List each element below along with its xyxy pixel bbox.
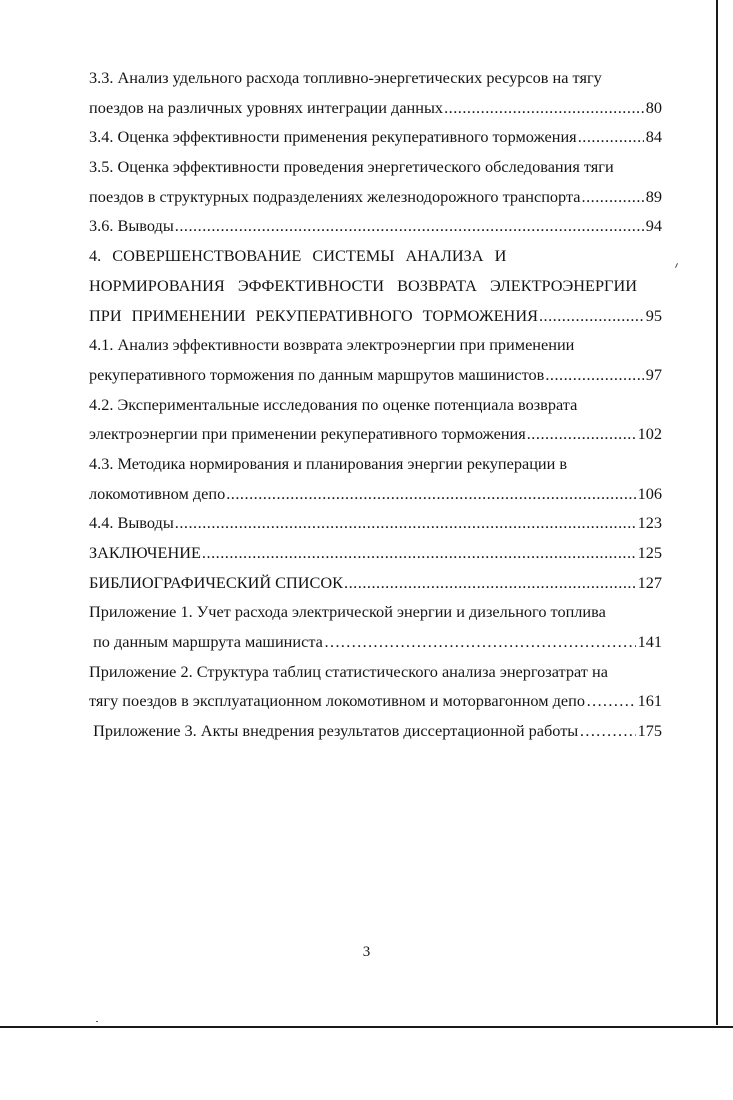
toc-line	[89, 271, 662, 301]
dot-leader	[324, 627, 636, 657]
dot-leader	[545, 360, 643, 390]
toc-conclusion-page: 125	[637, 543, 662, 562]
toc-entry-4-3-line-1: 4.3. Методика нормирования и планирования энергии рекуперации в	[89, 453, 568, 473]
toc-conclusion: ЗАКЛЮЧЕНИЕ	[89, 543, 201, 562]
toc-entry-3-5-line-1: 3.5. Оценка эффективности проведения энергетического обследования тяги	[89, 157, 614, 177]
toc-entry-4-4-page: 123	[637, 513, 662, 533]
toc-entry-4-3-page: 106	[637, 483, 662, 503]
toc-line	[89, 93, 662, 123]
toc-entry-3-5-line-2: поездов в структурных подразделениях железнодорожного транспорта	[89, 186, 581, 206]
toc-entry-4-2-line-1: 4.2. Экспериментальные исследования по оценке потенциала возврата	[89, 394, 578, 414]
toc-bibliography: БИБЛИОГРАФИЧЕСКИЙ СПИСОК	[89, 572, 344, 592]
toc-entry-3-5-page: 89	[645, 186, 662, 206]
dot-leader	[444, 93, 644, 123]
toc-entry-3-6-page: 94	[645, 216, 662, 236]
table-of-contents	[89, 63, 662, 746]
scan-border-right	[716, 0, 718, 1025]
toc-entry-3-3-page: 80	[645, 97, 662, 117]
toc-line	[89, 390, 662, 420]
scan-speck	[96, 1021, 98, 1022]
toc-appendix-2-page: 161	[637, 691, 662, 711]
toc-appendix-2-line-2: тягу поездов в эксплуатационном локомотивном и моторвагонном депо	[89, 691, 585, 711]
toc-chapter-4-page: 95	[645, 305, 662, 325]
toc-appendix-3-line-1: Приложение 3. Акты внедрения результатов диссертационной работы	[89, 721, 579, 741]
scan-border-bottom	[0, 1026, 733, 1028]
toc-entry-4-1-page: 97	[645, 364, 662, 384]
dot-leader	[202, 538, 636, 568]
toc-appendix-3-page: 175	[637, 721, 662, 741]
toc-appendix-2-line-1: Приложение 2. Структура таблиц статистического анализа энергозатрат на	[89, 661, 608, 681]
toc-line	[89, 182, 662, 212]
toc-line	[89, 508, 662, 538]
toc-entry-3-4-page: 84	[645, 127, 662, 147]
toc-appendix-1-page: 141	[637, 632, 662, 652]
toc-entry-4-3-line-2: локомотивном депо	[89, 483, 226, 503]
toc-appendix-1-line-1: Приложение 1. Учет расхода электрической энергии и дизельного топлива	[89, 602, 606, 622]
toc-entry-3-3-line-2: поездов на различных уровнях интеграции данных	[89, 97, 444, 117]
toc-line	[89, 686, 662, 716]
dot-leader	[527, 419, 636, 449]
toc-line	[89, 152, 662, 182]
toc-line	[89, 419, 662, 449]
toc-line	[89, 716, 662, 746]
toc-line	[89, 122, 662, 152]
toc-line	[89, 627, 662, 657]
dot-leader	[539, 301, 644, 331]
toc-entry-4-2-page: 102	[637, 424, 662, 444]
toc-line	[89, 211, 662, 241]
toc-chapter-4-line-3: ПРИ ПРИМЕНЕНИИ РЕКУПЕРАТИВНОГО ТОРМОЖЕНИЯ	[89, 305, 538, 325]
toc-line	[89, 360, 662, 390]
page-number: 3	[362, 944, 371, 960]
scan-speck	[675, 263, 678, 268]
toc-line	[89, 301, 662, 331]
toc-line	[89, 657, 662, 687]
dot-leader	[344, 568, 636, 598]
toc-line	[89, 449, 662, 479]
dot-leader	[578, 122, 644, 152]
toc-line	[89, 538, 662, 568]
dot-leader	[579, 716, 635, 746]
toc-line	[89, 568, 662, 598]
dot-leader	[175, 211, 644, 241]
dot-leader	[586, 686, 636, 716]
toc-chapter-4-line-1: 4. СОВЕРШЕНСТВОВАНИЕ СИСТЕМЫ АНАЛИЗА И	[89, 246, 507, 266]
toc-line	[89, 330, 662, 360]
toc-entry-3-4-line-1: 3.4. Оценка эффективности применения рекуперативного торможения	[89, 127, 577, 147]
toc-line	[89, 597, 662, 627]
toc-entry-3-3-line-1: 3.3. Анализ удельного расхода топливно-энергетических ресурсов на тягу	[89, 68, 602, 87]
toc-line	[89, 479, 662, 509]
toc-entry-4-1-line-1: 4.1. Анализ эффективности возврата электроэнергии при применении	[89, 335, 575, 355]
toc-bibliography-page: 127	[637, 572, 662, 592]
toc-appendix-1-line-2: по данным маршрута машиниста	[89, 632, 323, 652]
dot-leader	[226, 479, 635, 509]
toc-line	[89, 63, 662, 93]
toc-entry-4-2-line-2: электроэнергии при применении рекуперативного торможения	[89, 424, 526, 444]
toc-entry-4-1-line-2: рекуперативного торможения по данным маршрутов машинистов	[89, 364, 545, 384]
toc-entry-4-4-line-1: 4.4. Выводы	[89, 513, 174, 533]
toc-chapter-4-line-2: НОРМИРОВАНИЯ ЭФФЕКТИВНОСТИ ВОЗВРАТА ЭЛЕКТРОЭНЕРГИИ	[89, 275, 637, 295]
dot-leader	[582, 182, 644, 212]
dot-leader	[175, 508, 636, 538]
toc-line	[89, 241, 662, 271]
toc-entry-3-6-line-1: 3.6. Выводы	[89, 216, 174, 236]
